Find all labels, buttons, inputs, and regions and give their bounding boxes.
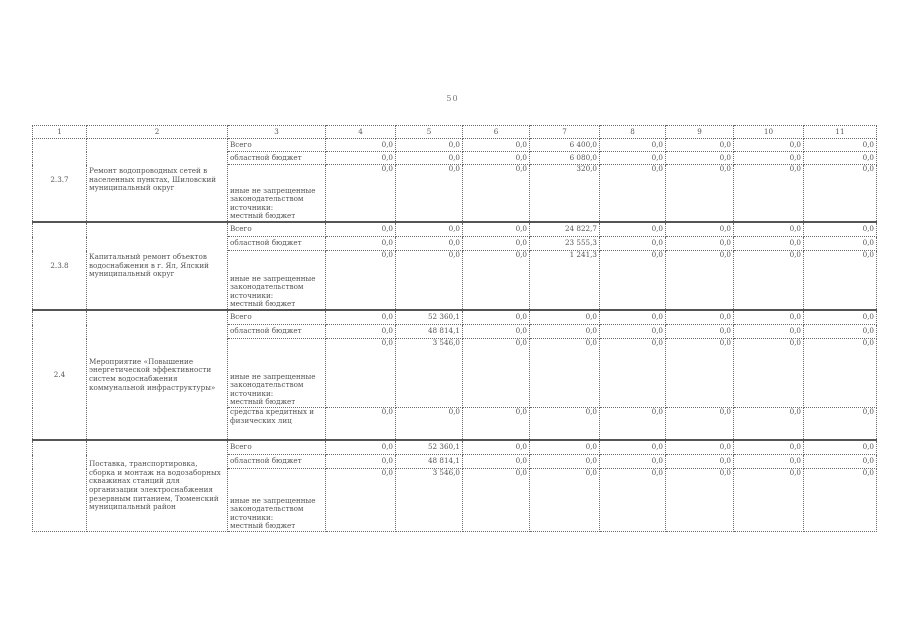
funding-source [228,339,326,408]
row-code: 2.3.8 [33,222,87,310]
value-cell: 0,0 [666,325,734,339]
value-cell: 0,0 [666,408,734,441]
value-cell: 0,0 [396,139,463,152]
value-cell: 0,0 [326,139,396,152]
value-cell: 1 241,3 [530,251,600,311]
value-cell: 0,0 [600,165,666,223]
value-cell: 0,0 [734,237,804,251]
value-cell: 0,0 [396,165,463,223]
funding-source: областной бюджет [228,152,326,165]
value-cell: 0,0 [463,152,530,165]
value-cell: 24 822,7 [530,222,600,237]
value-cell: 0,0 [530,325,600,339]
value-cell: 0,0 [666,310,734,325]
value-cell: 0,0 [600,469,666,532]
value-cell: 0,0 [326,455,396,469]
funding-source: Всего [228,310,326,325]
value-cell: 0,0 [463,440,530,455]
value-cell: 0,0 [666,339,734,408]
value-cell: 52 360,1 [396,440,463,455]
other-sources-label: иные не запрещенные законодательством источники: [230,495,316,522]
local-budget-label: местный бюджет [230,521,296,531]
value-cell: 0,0 [326,408,396,441]
row-name: Мероприятие «Повышение энергетической эффективности систем водоснабжения коммунальной инфраструктуры» [87,310,228,440]
value-cell: 0,0 [666,165,734,223]
value-cell: 0,0 [666,139,734,152]
column-header: 11 [804,126,877,139]
value-cell: 0,0 [530,469,600,532]
table-row [33,222,877,237]
value-cell: 0,0 [734,339,804,408]
column-header: 7 [530,126,600,139]
value-cell: 320,0 [530,165,600,223]
value-cell: 0,0 [804,251,877,311]
value-cell: 0,0 [326,237,396,251]
row-code: 2.4 [33,310,87,440]
value-cell: 0,0 [326,165,396,223]
column-header: 4 [326,126,396,139]
funding-source: областной бюджет [228,455,326,469]
value-cell: 0,0 [600,310,666,325]
value-cell: 0,0 [530,310,600,325]
value-cell: 0,0 [734,455,804,469]
row-name: Поставка, транспортировка, сборка и монтаж на водозаборных скважинах станций для организации электроснабжения резервным питанием, Тюменский муниципальный район [87,440,228,532]
value-cell: 0,0 [463,469,530,532]
value-cell: 0,0 [666,251,734,311]
column-header: 8 [600,126,666,139]
value-cell: 3 546,0 [396,469,463,532]
value-cell: 0,0 [326,325,396,339]
value-cell: 23 555,3 [530,237,600,251]
value-cell: 0,0 [600,251,666,311]
value-cell: 0,0 [600,440,666,455]
table-row [33,139,877,152]
value-cell: 0,0 [666,455,734,469]
column-header: 5 [396,126,463,139]
value-cell: 48 814,1 [396,455,463,469]
value-cell: 0,0 [396,251,463,311]
value-cell: 48 814,1 [396,325,463,339]
value-cell: 0,0 [734,325,804,339]
value-cell: 0,0 [734,251,804,311]
value-cell: 0,0 [326,310,396,325]
value-cell: 0,0 [734,222,804,237]
value-cell: 0,0 [600,237,666,251]
budget-table [32,125,877,532]
funding-source [228,251,326,311]
value-cell: 0,0 [463,408,530,441]
value-cell: 0,0 [804,165,877,223]
funding-source: областной бюджет [228,325,326,339]
value-cell: 6 400,0 [530,139,600,152]
other-sources-label: иные не запрещенные законодательством источники: [230,185,316,212]
value-cell: 0,0 [804,139,877,152]
value-cell: 0,0 [600,139,666,152]
value-cell: 0,0 [530,455,600,469]
value-cell: 0,0 [326,440,396,455]
value-cell: 0,0 [463,339,530,408]
table-row [33,310,877,325]
value-cell: 0,0 [530,440,600,455]
value-cell: 0,0 [600,325,666,339]
value-cell: 0,0 [396,408,463,441]
value-cell: 0,0 [463,222,530,237]
value-cell: 0,0 [804,310,877,325]
funding-source: средства кредитных и физических лиц [228,408,326,441]
value-cell: 0,0 [804,469,877,532]
value-cell: 0,0 [463,165,530,223]
value-cell: 0,0 [396,222,463,237]
value-cell: 52 360,1 [396,310,463,325]
value-cell: 0,0 [600,408,666,441]
value-cell: 0,0 [734,469,804,532]
value-cell: 0,0 [463,237,530,251]
local-budget-label: местный бюджет [230,397,296,407]
row-code [33,440,87,532]
value-cell: 0,0 [463,251,530,311]
funding-source: Всего [228,139,326,152]
value-cell: 0,0 [463,455,530,469]
value-cell: 0,0 [804,455,877,469]
value-cell: 0,0 [326,469,396,532]
value-cell: 0,0 [600,222,666,237]
value-cell: 0,0 [734,152,804,165]
column-header: 9 [666,126,734,139]
value-cell: 0,0 [734,139,804,152]
value-cell: 0,0 [666,152,734,165]
row-code: 2.3.7 [33,139,87,223]
column-header: 1 [33,126,87,139]
value-cell: 0,0 [396,237,463,251]
page-number: 50 [446,94,459,103]
value-cell: 0,0 [326,222,396,237]
value-cell: 0,0 [734,408,804,441]
other-sources-label: иные не запрещенные законодательством источники: [230,273,316,300]
value-cell: 0,0 [530,408,600,441]
value-cell: 0,0 [734,165,804,223]
value-cell: 0,0 [804,152,877,165]
local-budget-label: местный бюджет [230,211,296,221]
row-name: Ремонт водопроводных сетей в населенных пунктах, Шиловский муниципальный округ [87,139,228,223]
value-cell: 0,0 [666,237,734,251]
value-cell: 3 546,0 [396,339,463,408]
value-cell: 0,0 [600,339,666,408]
value-cell: 0,0 [463,325,530,339]
value-cell: 0,0 [804,440,877,455]
column-header: 10 [734,126,804,139]
value-cell: 0,0 [666,222,734,237]
value-cell: 0,0 [666,469,734,532]
value-cell: 0,0 [804,237,877,251]
value-cell: 0,0 [326,339,396,408]
value-cell: 0,0 [804,339,877,408]
funding-source: Всего [228,440,326,455]
column-header: 6 [463,126,530,139]
column-header: 2 [87,126,228,139]
value-cell: 0,0 [326,251,396,311]
value-cell: 0,0 [463,310,530,325]
value-cell: 0,0 [666,440,734,455]
value-cell: 0,0 [804,325,877,339]
header-row [33,126,877,139]
value-cell: 0,0 [804,408,877,441]
value-cell: 0,0 [396,152,463,165]
value-cell: 0,0 [463,139,530,152]
value-cell: 0,0 [804,222,877,237]
funding-source [228,469,326,532]
value-cell: 0,0 [600,152,666,165]
column-header: 3 [228,126,326,139]
value-cell: 0,0 [326,152,396,165]
table-row [33,440,877,455]
value-cell: 0,0 [734,310,804,325]
value-cell: 0,0 [734,440,804,455]
local-budget-label: местный бюджет [230,299,296,309]
value-cell: 0,0 [530,339,600,408]
funding-source [228,165,326,223]
other-sources-label: иные не запрещенные законодательством источники: [230,371,316,398]
value-cell: 6 080,0 [530,152,600,165]
row-name: Капитальный ремонт объектов водоснабжения в г. Ял, Ялский муниципальный округ [87,222,228,310]
funding-source: областной бюджет [228,237,326,251]
value-cell: 0,0 [600,455,666,469]
funding-source: Всего [228,222,326,237]
